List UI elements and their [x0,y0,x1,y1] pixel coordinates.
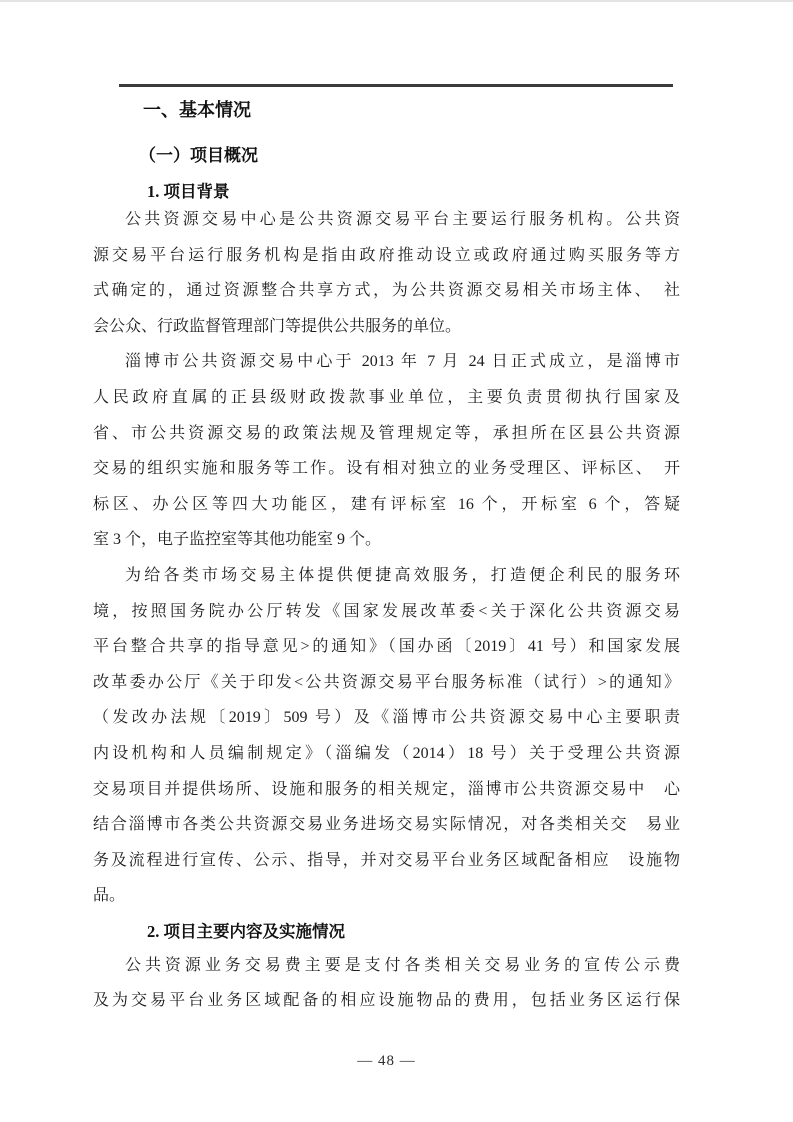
page-number: — 48 — [357,1053,416,1070]
paragraph-3 [93,558,680,914]
paragraph-line: 品。 [93,887,126,905]
paragraph-line: 源交易平台运行服务机构是指由政府推动设立或政府通过购买服务等方 [93,246,680,264]
paragraph-line: 务及流程进行宣传、公示、指导，并对交易平台业务区域配备相应 设施物 [93,851,680,869]
paragraph-line: 内设机构和人员编制规定》（淄编发（2014）18 号）关于受理公共资源 [93,744,680,762]
subsection-heading: （一）项目概况 [139,146,258,165]
paragraph-line: 境，按照国务院办公厅转发《国家发展改革委<关于深化公共资源交易 [93,602,680,620]
paragraph-line: 公共资源业务交易费主要是支付各类相关交易业务的宣传公示费 [125,956,680,974]
paragraph-line: 结合淄博市各类公共资源交易业务进场交易实际情况，对各类相关交 易业 [93,816,680,834]
paragraph-line: 室 3 个，电子监控室等其他功能室 9 个。 [93,531,382,549]
paragraph-1 [93,202,680,344]
paragraph-2 [93,344,680,558]
paragraph-line: （发改办法规〔2019〕509 号）及《淄博市公共资源交易中心主要职责 [93,709,680,727]
topic-heading-project-background: 1. 项目背景 [147,182,230,201]
topic-heading-project-content: 2. 项目主要内容及实施情况 [147,921,345,941]
paragraph-line: 交易项目并提供场所、设施和服务的相关规定，淄博市公共资源交易中 心 [93,780,680,798]
paragraph-line: 平台整合共享的指导意见>的通知》（国办函〔2019〕41 号）和国家发展 [93,638,680,656]
page-content [93,2,680,1071]
paragraph-4 [93,948,680,1019]
section-heading: 一、基本情况 [143,100,251,120]
paragraph-line: 改革委办公厅《关于印发<公共资源交易平台服务标准（试行）>的通知》 [93,673,680,691]
paragraph-line: 淄博市公共资源交易中心于 2013 年 7 月 24 日正式成立，是淄博市 [125,353,680,371]
paragraph-line: 省、市公共资源交易的政策法规及管理规定等，承担所在区县公共资源 [93,424,680,442]
paragraph-line: 会公众、行政监督管理部门等提供公共服务的单位。 [93,317,462,335]
paragraph-line: 式确定的，通过资源整合共享方式，为公共资源交易相关市场主体、 社 [93,282,680,300]
paragraph-line: 人民政府直属的正县级财政拨款事业单位，主要负责贯彻执行国家及 [93,388,680,406]
header-rule [119,84,673,87]
paragraph-line: 公共资源交易中心是公共资源交易平台主要运行服务机构。公共资 [125,211,680,228]
paragraph-line: 及为交易平台业务区域配备的相应设施物品的费用，包括业务区运行保 [93,992,680,1010]
paragraph-line: 标区、办公区等四大功能区，建有评标室 16 个，开标室 6 个，答疑 [93,495,680,513]
paragraph-line: 为给各类市场交易主体提供便捷高效服务，打造便企利民的服务环 [125,566,680,584]
paragraph-line: 交易的组织实施和服务等工作。设有相对独立的业务受理区、评标区、 开 [93,460,680,478]
